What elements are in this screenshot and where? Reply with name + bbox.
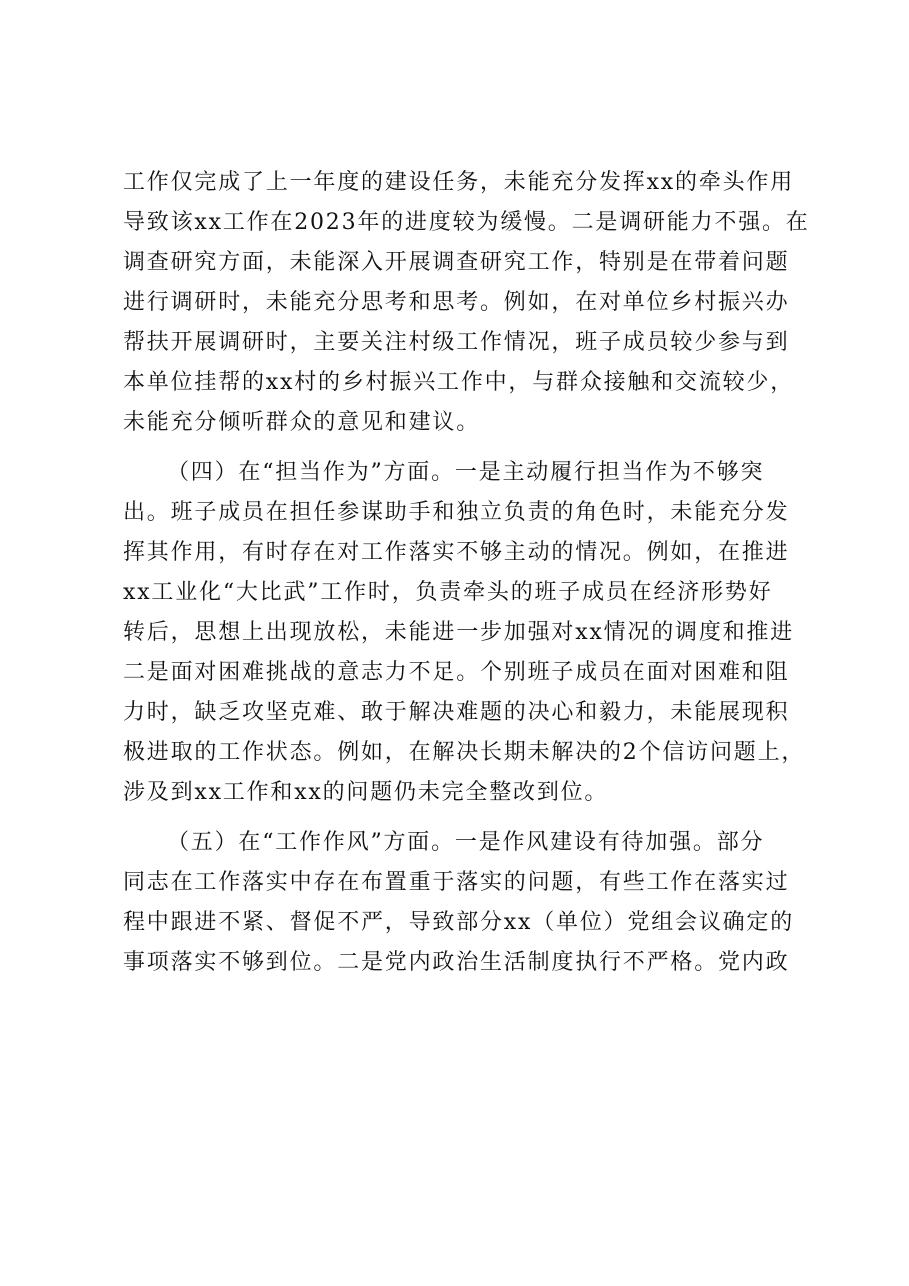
section-heading-line: （五）在“工作作风”方面。一是作风建设有待加强。部分 xyxy=(167,830,765,855)
paragraph-line: 工作仅完成了上一年度的建设任务，未能充分发挥xx的牵头作用 xyxy=(123,170,795,195)
paragraph-line: 涉及到xx工作和xx的问题仍未完全整改到位。 xyxy=(123,780,609,805)
paragraph-line: 同志在工作落实中存在布置重于落实的问题，有些工作在落实过 xyxy=(123,870,790,895)
paragraph-line: 导致该xx工作在2023年的进度较为缓慢。二是调研能力不强。在 xyxy=(123,210,810,235)
paragraph-line: 未能充分倾听群众的意见和建议。 xyxy=(123,410,481,435)
document-body xyxy=(123,163,810,983)
paragraph-line: 程中跟进不紧、督促不严，导致部分xx（单位）党组会议确定的 xyxy=(123,910,795,935)
section-heading-line: （四）在“担当作为”方面。一是主动履行担当作为不够突 xyxy=(167,460,765,485)
paragraph-line: 力时，缺乏攻坚克难、敢于解决难题的决心和毅力，未能展现积 xyxy=(123,700,790,725)
paragraph-line: 帮扶开展调研时，主要关注村级工作情况，班子成员较少参与到 xyxy=(123,330,790,355)
paragraph-line: 本单位挂帮的xx村的乡村振兴工作中，与群众接触和交流较少， xyxy=(123,370,795,395)
paragraph-line: 挥其作用，有时存在对工作落实不够主动的情况。例如，在推进 xyxy=(123,540,790,565)
paragraph-line: 二是面对困难挑战的意志力不足。个别班子成员在面对困难和阻 xyxy=(123,660,790,685)
paragraph-line: 出。班子成员在担任参谋助手和独立负责的角色时，未能充分发 xyxy=(123,500,790,525)
paragraph-line: 转后，思想上出现放松，未能进一步加强对xx情况的调度和推进 xyxy=(123,620,795,645)
paragraph-line: 调查研究方面，未能深入开展调查研究工作，特别是在带着问题 xyxy=(123,250,790,275)
paragraph-line: xx工业化“大比武”工作时，负责牵头的班子成员在经济形势好 xyxy=(123,580,773,605)
paragraph-line: 事项落实不够到位。二是党内政治生活制度执行不严格。党内政 xyxy=(123,950,790,975)
paragraph-line: 极进取的工作状态。例如，在解决长期未解决的2个信访问题上， xyxy=(123,740,806,765)
paragraph-line: 进行调研时，未能充分思考和思考。例如，在对单位乡村振兴办 xyxy=(123,290,790,315)
